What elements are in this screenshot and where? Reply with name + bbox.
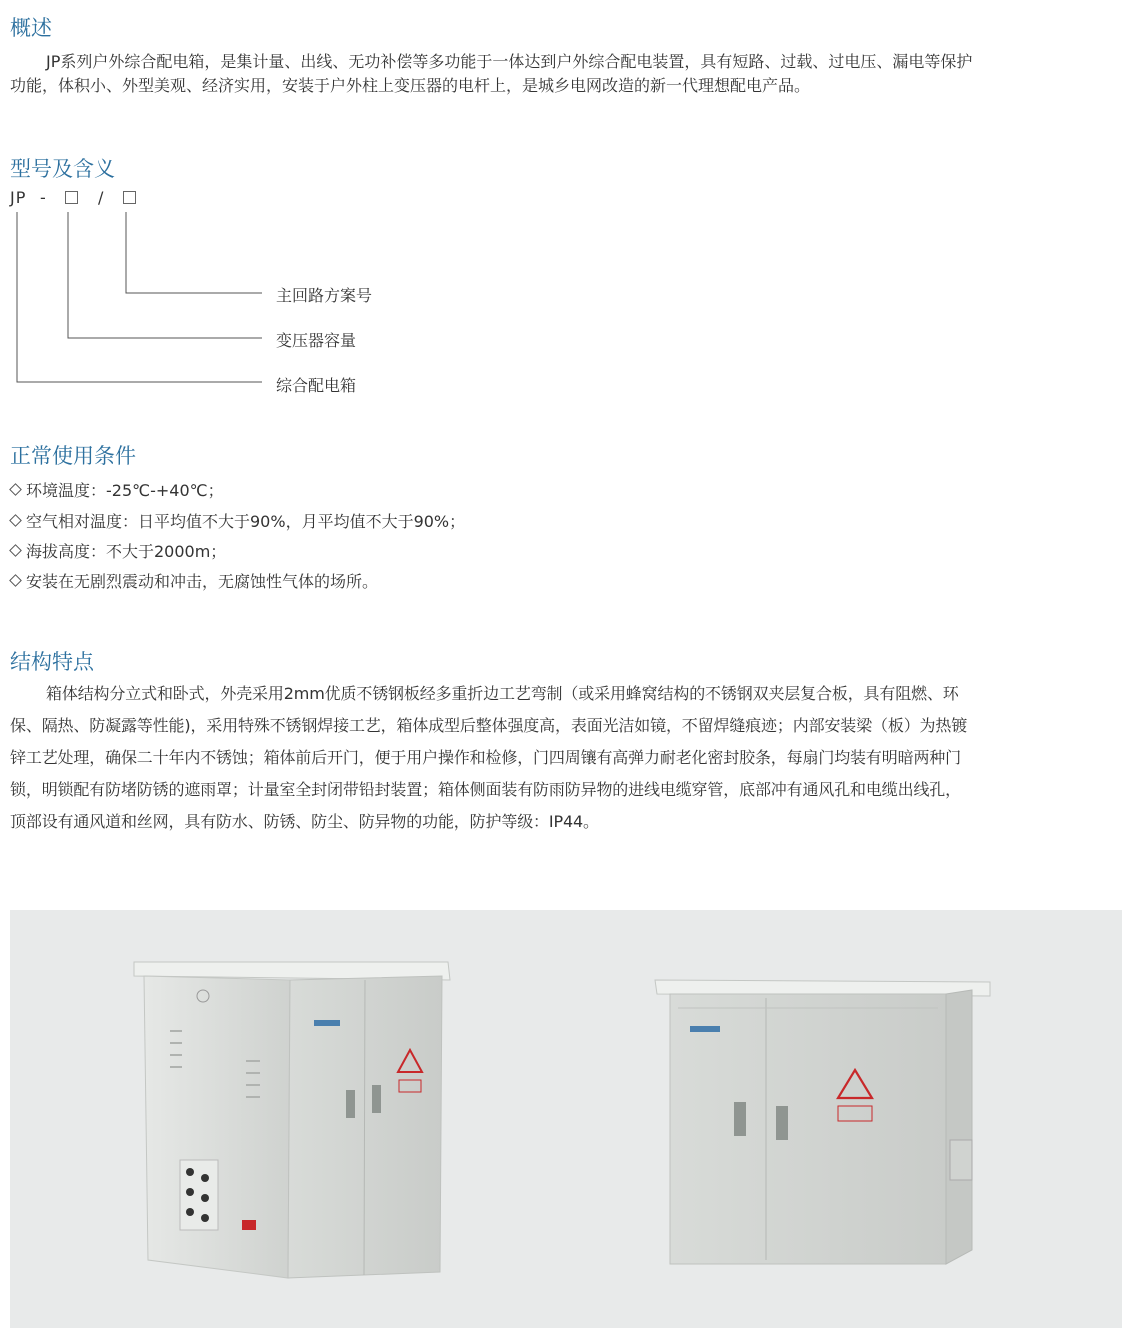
line-cabinet <box>17 212 262 382</box>
condition-item: 空气相对温度：日平均值不大于90%，月平均值不大于90%； <box>10 509 465 532</box>
product-photos <box>10 910 1122 1328</box>
condition-item: 安装在无剧烈震动和冲击，无腐蚀性气体的场所。 <box>10 569 378 592</box>
overview-line-2: 功能，体积小、外型美观、经济实用，安装于户外柱上变压器的电杆上，是城乡电网改造的新一代理想配电产品。 <box>10 76 811 95</box>
structure-paragraph: 箱体结构分立式和卧式，外壳采用2mm优质不锈钢板经多重折边工艺弯制（或采用蜂窝结构的不锈钢双夹层复合板，具有阻燃、环 保、隔热、防凝露等性能)，采用特殊不锈钢焊接工艺，箱体成型后整体强度高，表面光洁如镜，不留焊缝痕迹；内部安装梁（板）为热镀 锌工艺处理，确保二十年内不锈蚀；箱体前后开门，便于用户操作和检修，门四周镶有高弹力耐老化密封胶条，每扇门均装有明暗两种门 锁，明锁配有防堵防锈的遮雨罩；计量室全封闭带铅封装置；箱体侧面装有防雨防异物的进线电缆穿管，底部冲有通风孔和电缆出线孔， 顶部设有通风道和丝网，具有防水、防锈、防尘、防异物的功能，防护等级：IP44。 <box>10 684 968 831</box>
diamond-icon <box>9 544 22 557</box>
cabinet-photo-left <box>134 962 450 1278</box>
model-dash: - <box>40 188 47 207</box>
condition-item: 环境温度：-25℃-+40℃； <box>10 478 224 501</box>
structure-title: 结构特点 <box>10 650 94 674</box>
label-scheme: 主回路方案号 <box>276 286 373 305</box>
condition-item: 海拔高度：不大于2000m； <box>10 539 226 562</box>
line-scheme <box>126 212 262 293</box>
label-cabinet: 综合配电箱 <box>276 376 357 395</box>
diamond-icon <box>9 483 22 496</box>
cabinet-photo-right <box>655 980 990 1264</box>
line-capacity <box>68 212 262 338</box>
conditions-title: 正常使用条件 <box>10 444 136 468</box>
model-slash: / <box>98 188 105 207</box>
diamond-icon <box>9 514 22 527</box>
model-prefix: JP <box>10 188 27 207</box>
overview-line-1: JP系列户外综合配电箱，是集计量、出线、无功补偿等多功能于一体达到户外综合配电装置，具有短路、过载、过电压、漏电等保护 <box>46 52 973 71</box>
overview-title: 概述 <box>10 16 52 40</box>
diamond-icon <box>9 574 22 587</box>
model-title: 型号及含义 <box>10 157 115 181</box>
product-photo-panel <box>10 910 1122 1328</box>
label-capacity: 变压器容量 <box>276 331 357 350</box>
